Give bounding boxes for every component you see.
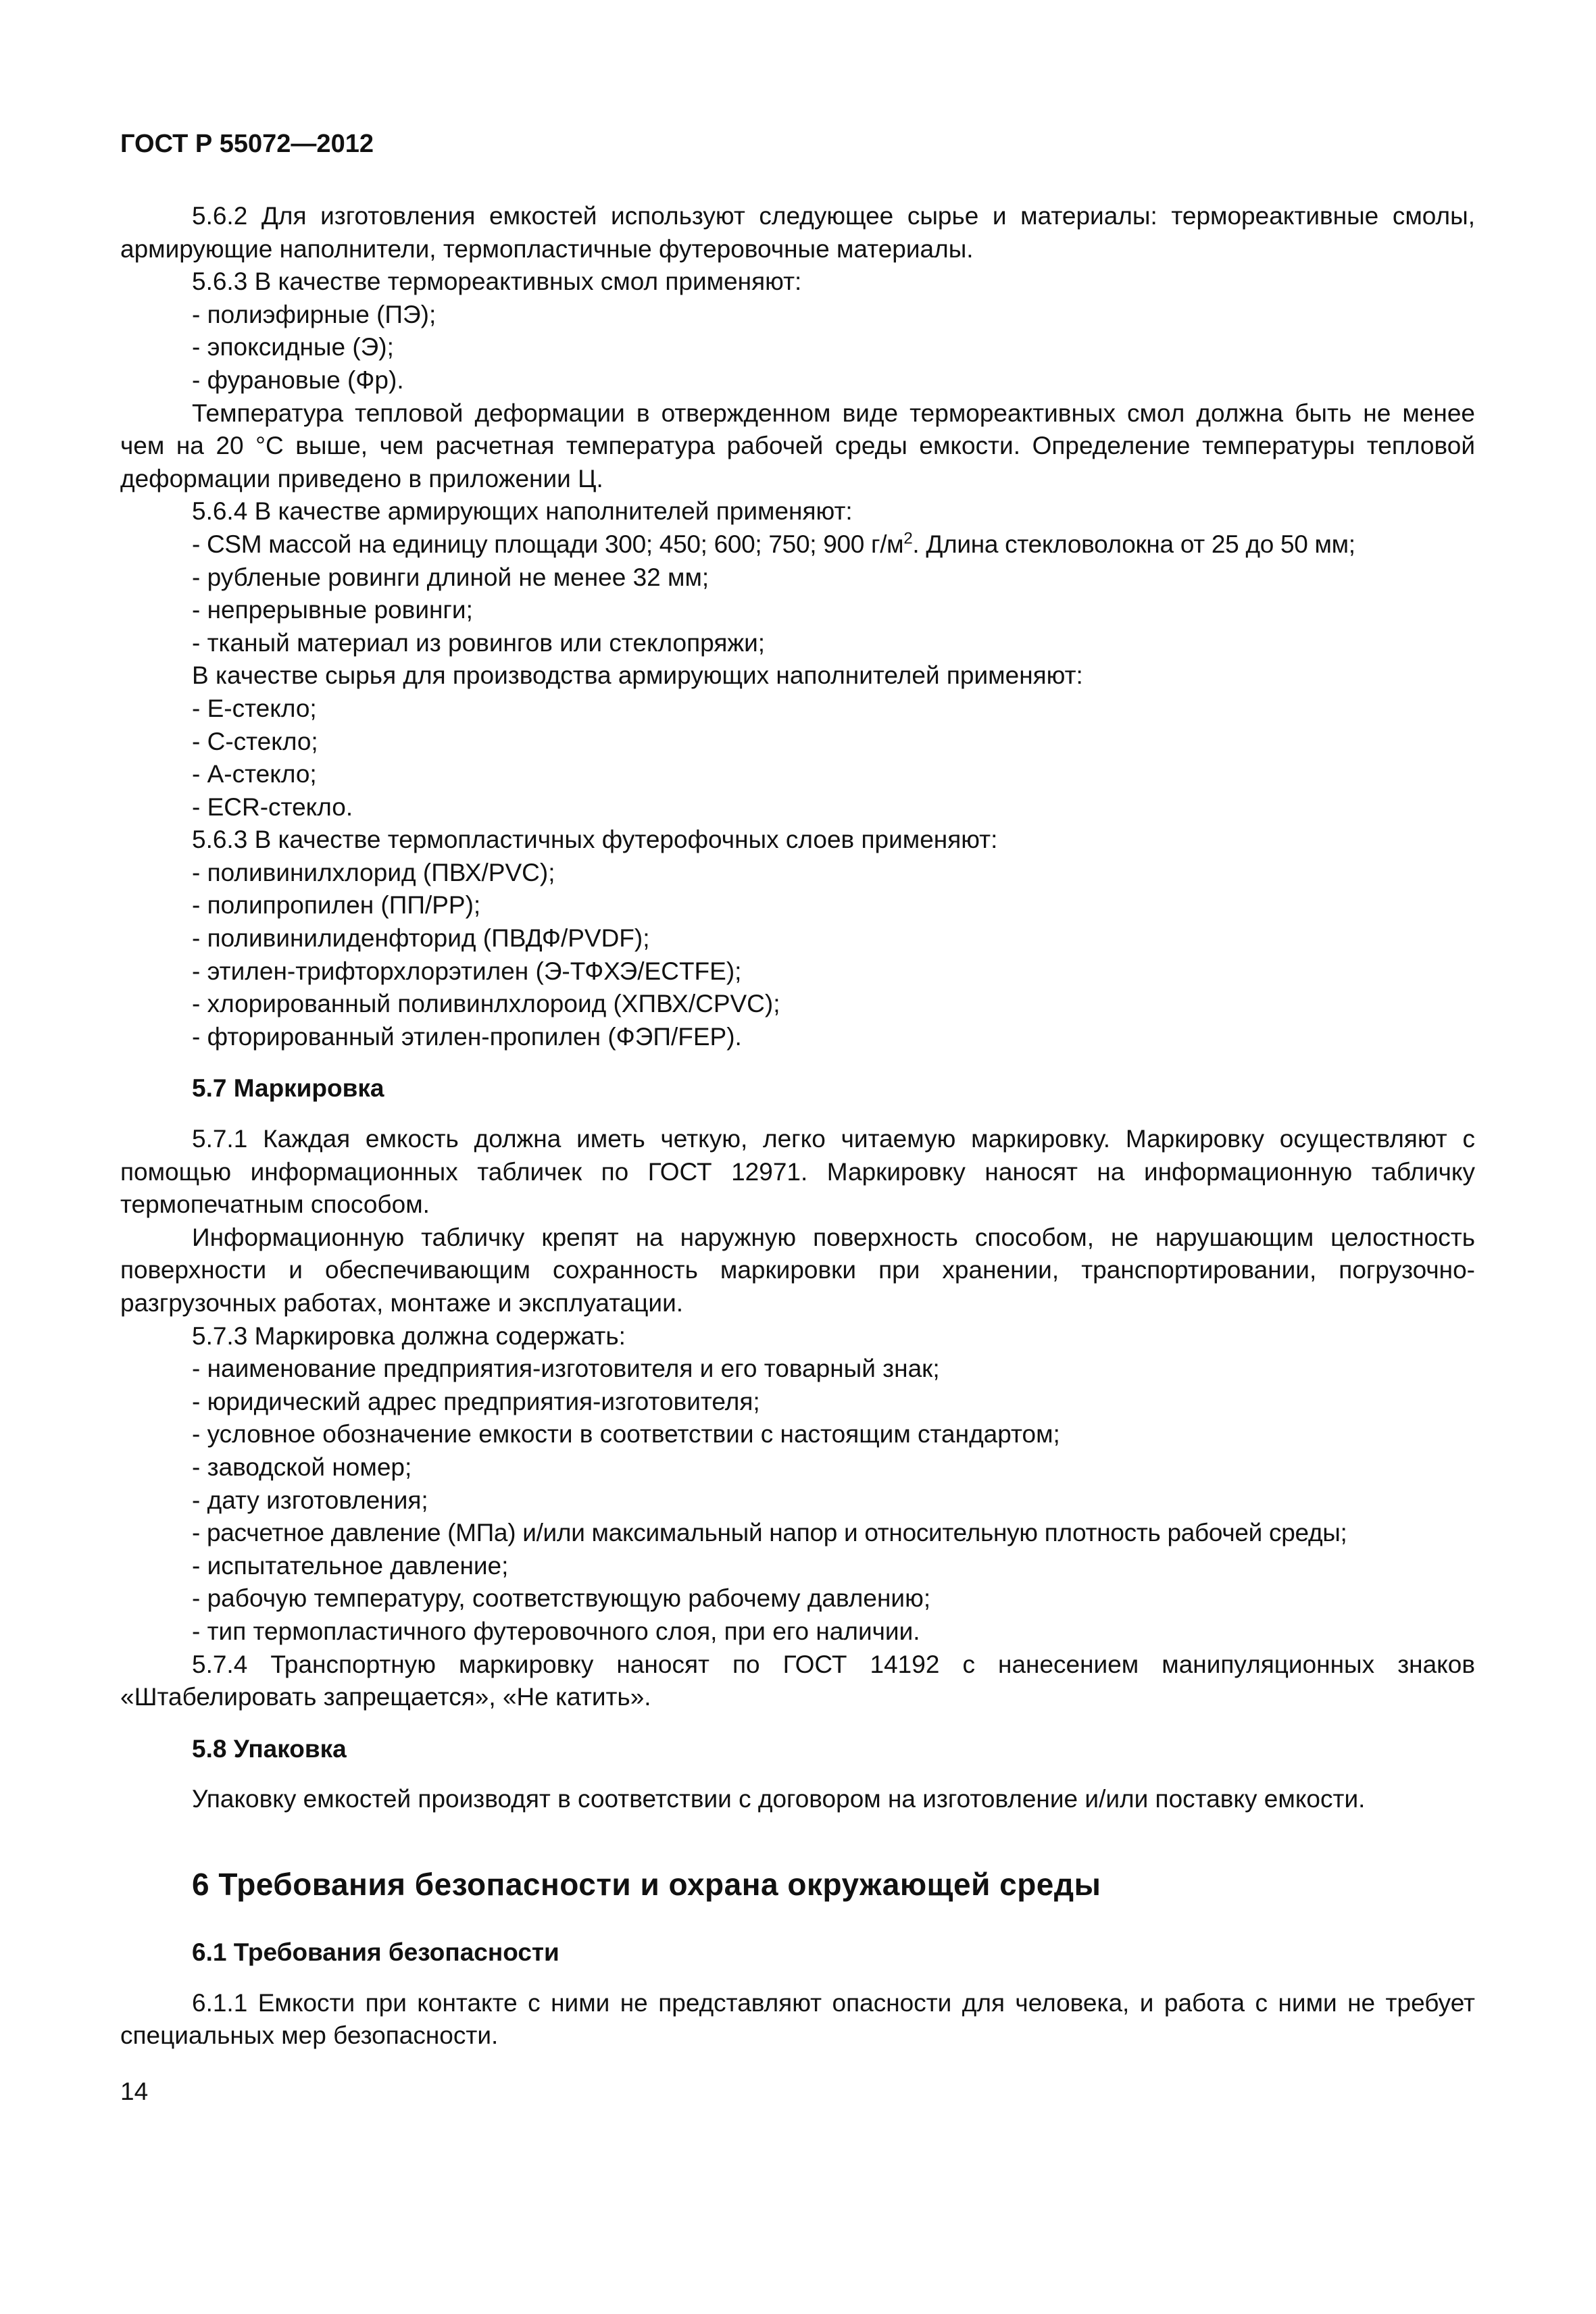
list-item: - С-стекло; [192,727,318,755]
list-item: - ECR-стекло. [192,793,353,821]
list-item: - А-стекло; [192,760,317,788]
csm-text: - CSM массой на единицу площади 300; 450; 600; 750; 900 г/м [192,530,904,558]
subsection-heading-6-1: 6.1 Требования безопасности [192,1938,559,1966]
list-item: - рубленые ровинги длиной не менее 32 мм; [192,563,709,591]
document-body [120,200,1475,2053]
list-item: - хлорированный поливинлхлороид (ХПВХ/CPVC); [192,990,780,1018]
superscript: 2 [903,529,913,548]
list-item: - тканый материал из ровингов или стеклопряжи; [192,628,766,657]
list-item: - наименование предприятия-изготовителя и его товарный знак; [192,1355,940,1383]
paragraph-5-7-4: 5.7.4 Транспортную маркировку наносят по ГОСТ 14192 с нанесением манипуляционных знаков «Штабелировать запрещается», «Не катить». [120,1650,1475,1711]
paragraph-6-1-1: 6.1.1 Емкости при контакте с ними не представляют опасности для человека, и работа с ними не требует специальных мер безопасности. [120,1988,1475,2050]
list-item: - тип термопластичного футеровочного слоя, при его наличии. [192,1617,920,1645]
glass-list [120,693,1475,824]
list-item: - непрерывные ровинги; [192,596,473,624]
list-item: - Е-стекло; [192,694,317,722]
paragraph-5-6-3-resins: 5.6.3 В качестве термореактивных смол применяют: [192,268,802,296]
list-item: - полиэфирные (ПЭ); [192,300,437,328]
list-item: - дату изготовления; [192,1486,428,1514]
list-item: - заводской номер; [192,1453,412,1481]
list-item: - фурановые (Фр). [192,366,404,394]
resins-list [120,299,1475,397]
list-item: - расчетное давление (МПа) и/или максимальный напор и относительную плотность рабочей среды; [192,1519,1347,1547]
list-item-csm [120,528,1475,561]
paragraph-5-7-1: 5.7.1 Каждая емкость должна иметь четкую, легко читаемую маркировку. Маркировку осуществляют с помощью информационных табличек по ГОСТ 12971. Маркировку наносят на информационную табличку термопечатным способом. [120,1125,1475,1219]
list-item: - условное обозначение емкости в соответствии с настоящим стандартом; [192,1420,1060,1449]
list-item: - фторированный этилен-пропилен (ФЭП/FEP). [192,1022,742,1051]
page-number: 14 [120,2078,149,2105]
paragraph-5-6-2: 5.6.2 Для изготовления емкостей используют следующее сырье и материалы: термореактивные смолы, армирующие наполнители, термопластичные футеровочные материалы. [120,202,1475,263]
list-item: - испытательное давление; [192,1551,509,1580]
subsection-heading-5-8: 5.8 Упаковка [192,1734,347,1763]
csm-text-end: . Длина стекловолокна от 25 до 50 мм; [912,530,1355,558]
paragraph-raw-materials: В качестве сырья для производства армирующих наполнителей применяют: [192,661,1083,690]
list-item: - поливинилиденфторид (ПВДФ/PVDF); [192,924,650,953]
paragraph-5-6-3-thermoplastic: 5.6.3 В качестве термопластичных футерофочных слоев применяют: [192,826,998,854]
marking-list [120,1353,1475,1648]
subsection-heading-5-7: 5.7 Маркировка [192,1074,384,1103]
paragraph-5-6-4: 5.6.4 В качестве армирующих наполнителей применяют: [192,497,853,526]
paragraph-info-plate: Информационную табличку крепят на наружную поверхность способом, не нарушающим целостность поверхности и обеспечивающим сохранность маркировки при хранении, транспортировании, погрузочно-разгрузочных работах, монтаже и эксплуатации. [120,1223,1475,1317]
section-heading-6: 6 Требования безопасности и охрана окружающей среды [192,1866,1101,1902]
thermoplastic-list [120,857,1475,1054]
list-item: - рабочую температуру, соответствующую рабочему давлению; [192,1584,931,1613]
list-item: - полипропилен (ПП/PP); [192,891,481,920]
list-item: - этилен-трифторхлорэтилен (Э-ТФХЭ/ECTFE); [192,957,742,985]
list-item: - эпоксидные (Э); [192,333,394,361]
paragraph-5-8: Упаковку емкостей производят в соответствии с договором на изготовление и/или поставку емкости. [192,1785,1366,1813]
list-item: - юридический адрес предприятия-изготовителя; [192,1387,760,1415]
paragraph-5-7-3: 5.7.3 Маркировка должна содержать: [192,1322,626,1350]
list-item: - поливинилхлорид (ПВХ/PVC); [192,858,555,886]
document-header: ГОСТ Р 55072—2012 [120,130,374,158]
paragraph-deformation-temperature: Температура тепловой деформации в отвержденном виде термореактивных смол должна быть не менее чем на 20 °С выше, чем расчетная температура рабочей среды емкости. Определение температуры тепловой деформации приведено в приложении Ц. [120,399,1475,493]
fillers-list [120,528,1475,659]
